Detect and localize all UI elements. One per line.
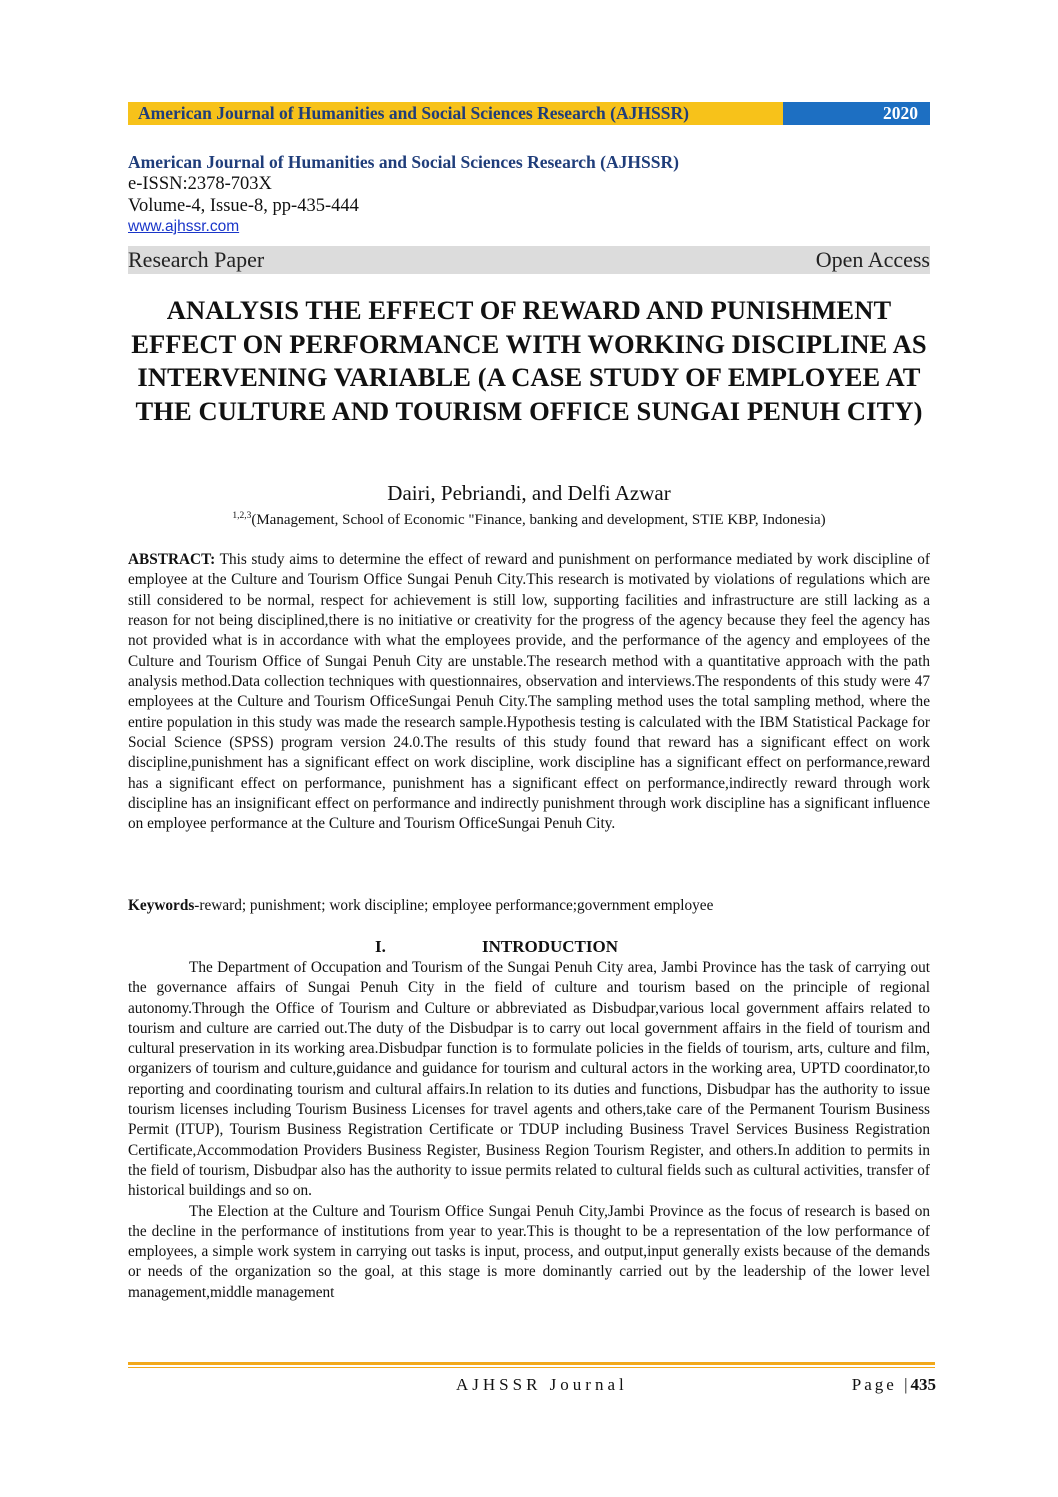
footer-page [852,1374,936,1396]
authors: Dairi, Pebriandi, and Delfi Azwar [387,481,671,505]
paper-type: Research Paper [128,247,265,272]
running-header [128,102,930,125]
abstract-label: ABSTRACT: [128,551,216,568]
page-number: 435 [910,1375,936,1394]
affiliation-text: (Management, School of Economic "Finance, banking and development, STIE KBP, Indonesia) [251,512,826,528]
paragraph: The Election at the Culture and Tourism Office Sungai Penuh City,Jambi Province as the focus of research is based on the decline in the performance of institutions from year to year.This is thought to be a representation of the low performance of employees, a simple work system in carrying out tasks is input, process, and output,input generally exists because of the demands or needs of the organization so the goal, at this stage is more dominantly carried out by the leadership of the lower level management,middle management [128,1202,930,1301]
section-title: INTRODUCTION [482,937,619,956]
keywords-label: Keywords [128,897,195,914]
journal-meta [128,152,930,237]
volume-issue: Volume-4, Issue-8, pp-435-444 [128,196,359,216]
footer-rule-thin [128,1367,935,1368]
footer-journal: AJHSSR Journal [456,1375,628,1394]
paragraph: The Department of Occupation and Tourism of the Sungai Penuh City area, Jambi Province has the task of carrying out the governance affairs of Sungai Penuh City in the field of culture and tourism based on the principle of regional autonomy.Through the Office of Tourism and Culture or abbreviated as Disbudpar,various local government affairs related to tourism and culture are carried out.The duty of the Disbudpar is to carry out local government affairs in the field of tourism and cultural preservation in its working area.Disbudpar function is to formulate policies in the fields of tourism, arts, culture and film, organizers of tourism and culture,guidance and guidance for tourism and cultural actors in the working area, UPTD coordinator,to reporting and coordinating tourism and cultural affairs.In relation to its duties and functions, Disbudpar has the authority to issue tourism licenses including Tourism Business Licenses for travel agents and others,take care of the Permanent Tourism Business Permit (ITUP), Tourism Business Registration Certificate or TDUP including Business Travel Services Business Registration Certificate,Accommodation Providers Business Register, Business Region Tourism Register, and others.In addition to permits in the field of tourism, Disbudpar also has the authority to issue permits related to cultural fields such as cultural activities, transfer of historical buildings and so on. [128,959,930,1200]
keywords [128,896,930,916]
paper-type-bar [128,246,930,274]
running-header-year: 2020 [783,102,930,125]
abstract-text: This study aims to determine the effect of reward and punishment on performance mediated by work discipline of employee at the Culture and Tourism Office Sungai Penuh City.This research is motivated by violations of regulations which are still considered to be normal, respect for achievement is still low, supporting facilities and infrastructure are still lacking as a reason for not being disciplined,there is no initiative or creativity for the progress of the agency because they feel the agency has not provided what is in accordance with what the employees provide, and the performance of the agency and employees of the Culture and Tourism Office of Sungai Penuh City are unstable.The research method with a quantitative approach with the path analysis method.Data collection techniques with questionnaires, observation and interviews.The respondents of this study were 47 employees at the Culture and Tourism OfficeSungai Penuh City.The sampling method uses the total sampling method, where the entire population in this study was made the research sample.Hypothesis testing is calculated with the IBM Statistical Package for Social Science (SPSS) program version 24.0.The results of this study found that reward has a significant effect on work discipline,punishment has a significant effect on work discipline, work discipline has a significant effect on performance,reward has a significant effect on performance, punishment has a significant effect on performance,indirectly reward through work discipline has an insignificant effect on performance and indirectly punishment through work discipline has a significant influence on employee performance at the Culture and Tourism OfficeSungai Penuh City. [128,551,930,833]
journal-link[interactable]: www.ajhssr.com [128,218,240,235]
journal-name: American Journal of Humanities and Social Sciences Research (AJHSSR) [128,152,679,172]
access-type: Open Access [815,247,930,272]
affiliation-marker: 1,2,3 [232,511,252,521]
page-label: Page | [851,1375,911,1394]
body-text [128,958,930,1303]
abstract [128,550,930,835]
issn: e-ISSN:2378-703X [128,174,272,194]
paper-title: ANALYSIS THE EFFECT OF REWARD AND PUNISHMENT EFFECT ON PERFORMANCE WITH WORKING DISCIPLINE AS INTERVENING VARIABLE (A CASE STUDY OF EMPLOYEE AT THE CULTURE AND TOURISM OFFICE SUNGAI PENUH CITY) [131,295,927,426]
footer-rule [128,1362,935,1365]
section-number: I. [375,937,386,956]
running-header-journal: American Journal of Humanities and Social Sciences Research (AJHSSR) [128,102,783,125]
keywords-text: -reward; punishment; work discipline; employee performance;government employee [194,897,714,914]
affiliation [128,506,930,530]
